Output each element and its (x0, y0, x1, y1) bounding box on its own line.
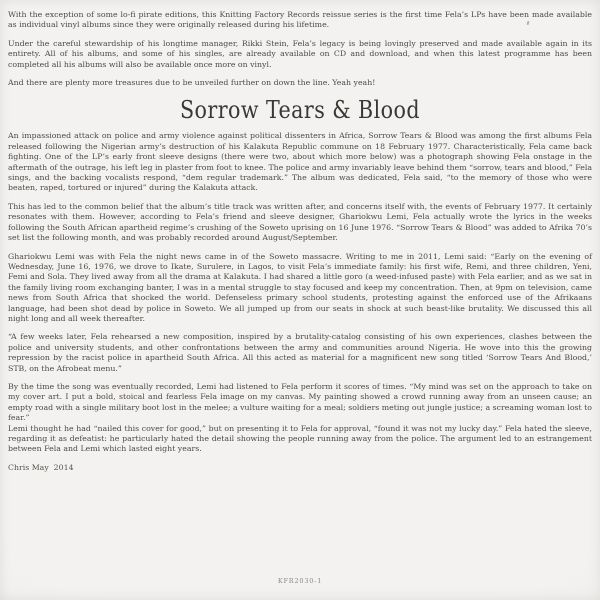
essay-paragraph-5 (8, 382, 592, 455)
intro-paragraph-2: Under the careful stewardship of his longtime manager, Rikki Stein, Fela’s legacy is being lovingly preserved and made available again in its entirety. All of his albums, and some of his singles, are already available on CD and download, and when this latest programme has been completed all his albums will also be available once more on vinyl. (8, 38, 592, 69)
intro-paragraph-1: With the exception of some lo-fi pirate editions, this Knitting Factory Records reissue series is the first time Fela’s LPs have been made available as individual vinyl albums since they were originally released during his lifetime. (8, 10, 592, 30)
intro-section (8, 10, 592, 88)
essay-paragraph-4-text: “A few weeks later, Fela rehearsed a new composition, inspired by a brutality-catalog consisting of his own experiences, clashes between the police and university students, and other confrontations between the army and communities around Nigeria. He wove into this the growing repression by the racist police in apartheid South Africa. All this acted as material for a magnificent new song titled ‘Sorrow Tears And Blood,’ STB, on the Afrobeat menu.” (8, 332, 592, 373)
essay-paragraph-4 (8, 332, 592, 374)
intro-paragraph-3: And there are plenty more treasures due to be unveiled further on down the line. Yeah yeah! (8, 78, 376, 88)
author-byline: Chris May 2014 (8, 462, 74, 472)
essay-paragraph-2-text: This has led to the common belief that the album’s title track was written after, and concerns itself with, the events of February 1977. It certainly resonates with them. However, according to Fela’s friend and sleeve designer, Ghariokwu Lemi, Fela actually wrote the lyrics in the weeks following the South African apartheid regime’s crushing of the Soweto uprising on 16 June 1976. “Sorrow Tears & Blood” was added to Afrika 70’s set list the following month, and was probably recorded around August/September. (8, 201, 592, 243)
essay-section (8, 131, 592, 454)
essay-paragraph-2 (8, 202, 592, 244)
essay-paragraph-5-text-part-1: By the time the song was eventually recorded, Lemi had listened to Fela perform it scores of times. “My mind was set on the approach to take on my cover art. I put a bold, stoical and fearless Fela image on my canvas. My painting showed a crowd running away from an unseen cause; an empty road with a single military boot lost in the melee; a vulture waiting for a meal; soldiers meting out jungle justice; a screaming woman lost to fear.” (8, 381, 592, 423)
album-title-heading: Sorrow Tears & Blood (179, 96, 421, 125)
essay-paragraph-1 (8, 131, 592, 193)
essay-paragraph-3-text: Ghariokwu Lemi was with Fela the night news came in of the Soweto massacre. Writing to me in 2011, Lemi said: “Early on the evening of Wednesday, June 16, 1976, we drove to Ikate, Surulere, in Lagos, to visit Fela’s immediate family: his first wife, Remi, and three children, Yeni, Femi and Sola. They lived away from all the drama at Kalakuta. I had shared a little goro (a weed-infused paste) with Fela earlier, and as we sat in the family living room exchanging banter, I was in a mental struggle to stay focused and keep my concentration. Then, at 9pm on television, came news from South Africa that shocked the world. Defenseless primary school students, protesting against the enforced use of the Afrikaans language, had been shot dead by police in Soweto. We all jumped up from our seats in shock at such beast-like brutality. We discussed this all night long and all week thereafter. (8, 251, 592, 323)
essay-paragraph-1-text: An impassioned attack on police and army violence against political dissenters in Africa, Sorrow Tears & Blood was among the first albums Fela released following the Nigerian army’s destruction of his Kalakuta Republic commune on 18 February 1977. Characteristically, Fela came back fighting. One of the LP’s early front sleeve designs (there were two, about which more below) was a photograph showing Fela onstage in the aftermath of the outrage, his left leg in plaster from foot to knee. The police and army invariably leave behind them “sorrow, tears and blood,” Fela sings, and the backing vocalists respond, “dem regular trademark.” The album was dedicated, Fela said, “to the memory of those who were beaten, raped, tortured or injured” during the Kalakuta attack. (8, 131, 592, 193)
essay-paragraph-3 (8, 252, 592, 325)
catalog-number: KFR2030-1 (277, 576, 323, 585)
essay-paragraph-5-text-part-2: Lemi thought he had “nailed this cover for good,” but on presenting it to Fela for approval, “found it was not my lucky day.” Fela hated the sleeve, regarding it as defeatist: he particularly hated the detail showing the people running away from the police. The argument led to an estrangement between Fela and Lemi which lasted eight years. (8, 423, 592, 454)
